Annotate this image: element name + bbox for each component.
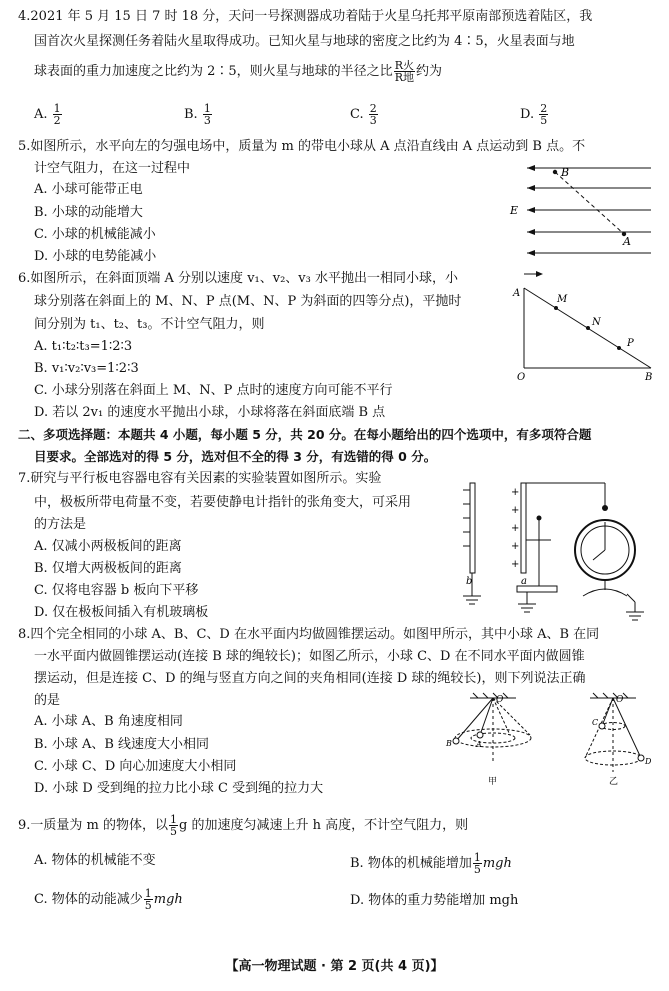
q4-option-c[interactable]: C. $\frac{2}{3}$ xyxy=(350,102,377,127)
q8-label-o1: O xyxy=(496,695,504,705)
q7-option-a[interactable]: A. 仅减小两极板间的距离 xyxy=(34,539,182,554)
q6-option-d[interactable]: D. 若以 2v₁ 的速度水平抛出小球，小球将落在斜面底端 B 点 xyxy=(34,405,386,420)
q6-line2: 球分别落在斜面上的 M、N、P 点(M、N、P 为斜面的四等分点)，平抛时 xyxy=(34,294,462,309)
q6-option-c[interactable]: C. 小球分别落在斜面上 M、N、P 点时的速度方向可能不平行 xyxy=(34,383,393,398)
section2-heading-line1: 二、多项选择题：本题共 4 小题，每小题 5 分，共 20 分。在每小题给出的四个选项中，有多项符合题 xyxy=(18,427,592,442)
q7-option-b[interactable]: B. 仅增大两极板间的距离 xyxy=(34,561,182,576)
q6-label-p: P xyxy=(627,338,634,349)
q9-option-c[interactable]: C. 物体的动能减少 $\frac{1}{5}$ mgh xyxy=(34,887,183,912)
q9-option-b[interactable]: B. 物体的机械能增加 $\frac{1}{5}$ mgh xyxy=(350,851,512,876)
q8-line2: 一水平面内做圆锥摆运动(连接 B 球的绳较长)；如图乙所示，小球 C、D 在不同水平面内做圆锥 xyxy=(34,649,585,664)
q8-line1: 8.四个完全相同的小球 A、B、C、D 在水平面内均做圆锥摆运动。如图甲所示，其中小球 A、B 在同 xyxy=(18,627,600,642)
q4-option-a[interactable]: A. $\frac{1}{2}$ xyxy=(34,102,61,127)
q7-line3: 的方法是 xyxy=(34,517,87,532)
q8-option-a[interactable]: A. 小球 A、B 角速度相同 xyxy=(34,714,183,729)
q9-option-d[interactable]: D. 物体的重力势能增加 mgh xyxy=(350,893,519,908)
q7-plus-4: + xyxy=(511,541,520,552)
q7-plus-1: + xyxy=(511,487,520,498)
q6-line1: 6.如图所示，在斜面顶端 A 分别以速度 v₁、v₂、v₃ 水平抛出一相同小球，小 xyxy=(18,271,458,286)
q7-capacitor-figure xyxy=(455,478,665,628)
q8-label-c: C xyxy=(592,718,599,727)
q5-field-figure xyxy=(505,160,655,265)
q8-label-b: B xyxy=(446,739,452,748)
q6-line3: 间分别为 t₁、t₂、t₃。不计空气阻力，则 xyxy=(34,317,265,332)
q7-label-b: b xyxy=(466,576,473,587)
q6-label-a: A xyxy=(513,288,521,299)
q8-caption-yi: 乙 xyxy=(609,777,619,787)
q8-conical-pendulum-figure xyxy=(440,692,665,792)
q5-label-b: B xyxy=(561,166,570,179)
q5-label-a: A xyxy=(623,235,631,248)
q6-label-b: B xyxy=(645,372,653,383)
q9-stem: 9.一质量为 m 的物体，以 $\frac{1}{5}$ g 的加速度匀减速上升 h 高度，不计空气阻力，则 xyxy=(18,813,469,838)
q8-label-o2: O xyxy=(616,695,624,705)
q8-option-c[interactable]: C. 小球 C、D 向心加速度大小相同 xyxy=(34,759,237,774)
q6-incline-figure xyxy=(505,268,660,383)
q4-line1: 4.2021 年 5 月 15 日 7 时 18 分，天问一号探测器成功着陆于火星乌托邦平原南部预选着陆区，我 xyxy=(18,9,593,24)
q8-caption-jia: 甲 xyxy=(488,777,498,787)
section2-heading-line2: 目要求。全部选对的得 5 分，选对但不全的得 3 分，有选错的得 0 分。 xyxy=(34,449,437,464)
page-footer: 【高一物理试题 · 第 2 页(共 4 页)】 xyxy=(225,959,444,974)
q4-ratio: $\frac{\text{R火}}{\text{R地}}$ xyxy=(394,59,414,84)
q5-option-b[interactable]: B. 小球的动能增大 xyxy=(34,205,143,220)
q7-option-c[interactable]: C. 仅将电容器 b 板向下平移 xyxy=(34,583,199,598)
q7-plus-3: + xyxy=(511,523,520,534)
q6-option-b[interactable]: B. v₁∶v₂∶v₃=1∶2∶3 xyxy=(34,361,139,376)
q9-option-a[interactable]: A. 物体的机械能不变 xyxy=(34,853,156,868)
q7-line1: 7.研究与平行板电容器电容有关因素的实验装置如图所示。实验 xyxy=(18,471,382,486)
q8-label-d: D xyxy=(645,757,652,766)
q4-option-b[interactable]: B. $\frac{1}{3}$ xyxy=(184,102,211,127)
q7-plus-2: + xyxy=(511,505,520,516)
q8-line4: 的是 xyxy=(34,693,61,708)
q8-label-a: A xyxy=(476,740,482,749)
q6-label-n: N xyxy=(592,317,601,328)
q4-line2: 国首次火星探测任务着陆火星取得成功。已知火星与地球的密度之比约为 4∶5，火星表面与地 xyxy=(34,34,575,49)
q7-label-a: a xyxy=(521,576,527,587)
q7-line2: 中，极板所带电荷量不变，若要使静电计指针的张角变大，可采用 xyxy=(34,495,412,510)
q5-line2: 计空气阻力，在这一过程中 xyxy=(34,161,191,176)
q8-option-b[interactable]: B. 小球 A、B 线速度大小相同 xyxy=(34,737,210,752)
q5-option-c[interactable]: C. 小球的机械能减小 xyxy=(34,227,156,242)
q5-option-a[interactable]: A. 小球可能带正电 xyxy=(34,182,143,197)
q7-plus-5: + xyxy=(511,559,520,570)
q6-label-o: O xyxy=(517,372,526,383)
q5-label-e: E xyxy=(510,204,519,217)
q6-label-m: M xyxy=(557,294,568,305)
q5-option-d[interactable]: D. 小球的电势能减小 xyxy=(34,249,157,264)
q4-option-d[interactable]: D. $\frac{2}{5}$ xyxy=(520,102,548,127)
q4-line3: 球表面的重力加速度之比约为 2∶5，则火星与地球的半径之比 $\frac{\text{R火}}{\text{R地}}$ 约为 xyxy=(34,59,442,84)
q8-option-d[interactable]: D. 小球 D 受到绳的拉力比小球 C 受到绳的拉力大 xyxy=(34,781,324,796)
q5-line1: 5.如图所示，水平向左的匀强电场中，质量为 m 的带电小球从 A 点沿直线由 A 点运动到 B 点。不 xyxy=(18,139,586,154)
q8-line3: 摆运动，但是连接 C、D 的绳与竖直方向之间的夹角相同(连接 D 球的绳较长)，则下列说法正确 xyxy=(34,671,586,686)
q6-option-a[interactable]: A. t₁∶t₂∶t₃=1∶2∶3 xyxy=(34,339,133,354)
q7-option-d[interactable]: D. 仅在极板间插入有机玻璃板 xyxy=(34,605,209,620)
